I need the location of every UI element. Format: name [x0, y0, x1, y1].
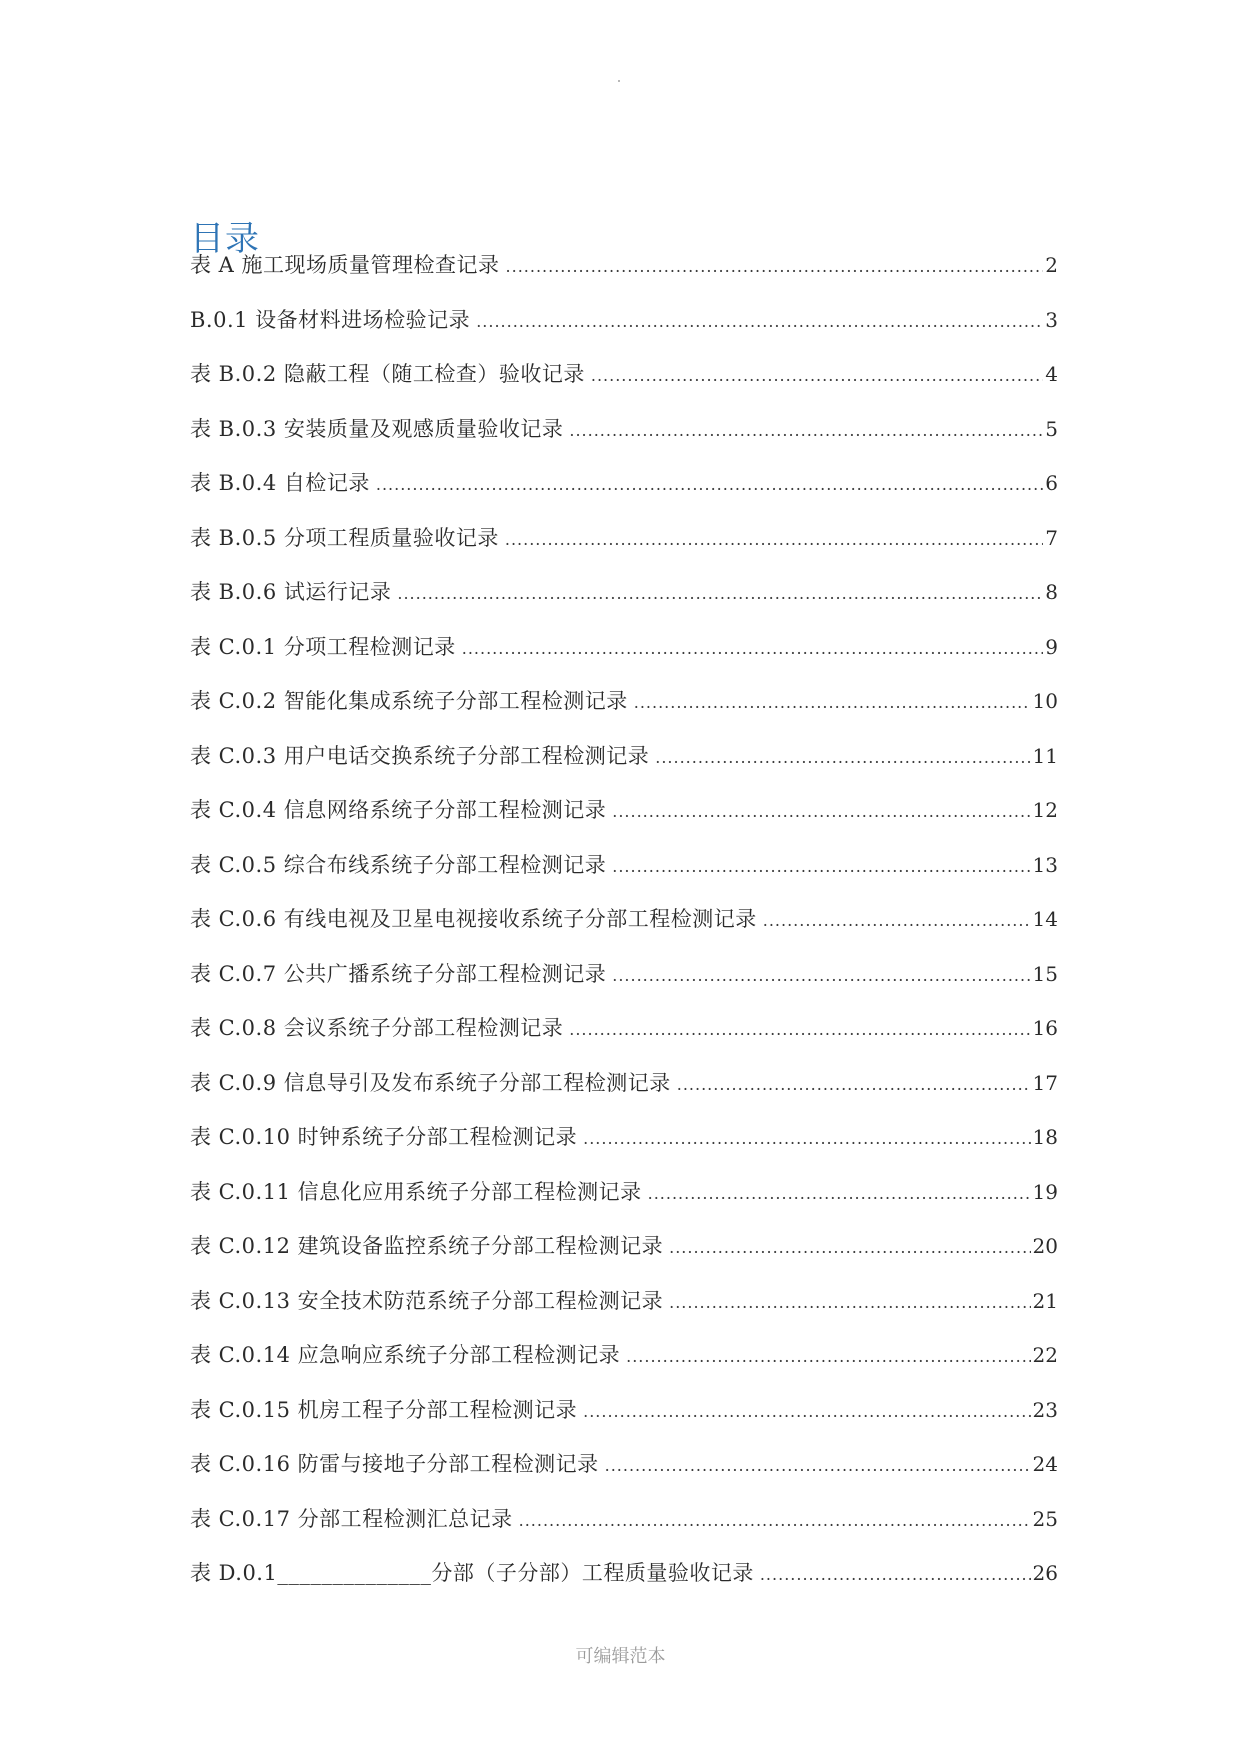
toc-entry-page-number[interactable]: 22	[1032, 1343, 1058, 1367]
toc-dot-leader	[476, 307, 1043, 337]
toc-entry-page-number[interactable]: 20	[1032, 1234, 1058, 1258]
toc-entry-label[interactable]: 表 B.0.2 隐蔽工程（随工检查）验收记录	[190, 362, 585, 386]
toc-entry-page-number[interactable]: 8	[1045, 580, 1058, 604]
toc-dot-leader	[648, 1179, 1031, 1209]
toc-entry-page-number[interactable]: 3	[1045, 307, 1058, 332]
toc-entry-page-number[interactable]: 17	[1032, 1070, 1058, 1095]
toc-entry-label[interactable]: 表 B.0.4 自检记录	[190, 471, 370, 495]
toc-entry-label[interactable]: 表 C.0.15 机房工程子分部工程检测记录	[190, 1397, 578, 1422]
toc-entry[interactable]	[190, 1013, 1058, 1068]
toc-dot-leader	[677, 1070, 1031, 1100]
toc-entry-page-number[interactable]: 18	[1032, 1125, 1058, 1149]
toc-entry[interactable]	[190, 959, 1058, 1014]
toc-entry[interactable]	[190, 741, 1058, 796]
toc-entry[interactable]	[190, 1177, 1058, 1232]
toc-entry[interactable]	[190, 1504, 1058, 1559]
toc-entry[interactable]	[190, 1122, 1058, 1177]
toc-entry-label[interactable]: 表 C.0.6 有线电视及卫星电视接收系统子分部工程检测记录	[190, 907, 757, 931]
toc-entry[interactable]	[190, 1231, 1058, 1286]
toc-entry[interactable]	[190, 1449, 1058, 1504]
toc-entry-label[interactable]: 表 D.0.1______________分部（子分部）工程质量验收记录	[190, 1561, 754, 1585]
toc-dot-leader	[506, 252, 1044, 282]
toc-entry[interactable]	[190, 1558, 1058, 1613]
toc-entry-page-number[interactable]: 15	[1032, 961, 1058, 986]
toc-entry[interactable]	[190, 305, 1058, 360]
toc-entry-page-number[interactable]: 4	[1045, 362, 1058, 386]
toc-entry[interactable]	[190, 250, 1058, 305]
toc-entry-label[interactable]: 表 C.0.14 应急响应系统子分部工程检测记录	[190, 1343, 621, 1367]
toc-dot-leader	[669, 1233, 1030, 1263]
toc-entry-label[interactable]: 表 B.0.6 试运行记录	[190, 580, 392, 604]
toc-dot-leader	[376, 470, 1043, 500]
toc-entry-label[interactable]: 表 C.0.8 会议系统子分部工程检测记录	[190, 1016, 564, 1040]
toc-entry[interactable]	[190, 904, 1058, 959]
toc-entry[interactable]	[190, 686, 1058, 741]
toc-entry-page-number[interactable]: 9	[1045, 634, 1058, 659]
toc-dot-leader	[505, 525, 1043, 555]
toc-dot-leader	[397, 579, 1043, 609]
toc-entry-label[interactable]: 表 A 施工现场质量管理检查记录	[190, 253, 500, 277]
toc-entry-label[interactable]: 表 C.0.13 安全技术防范系统子分部工程检测记录	[190, 1288, 664, 1313]
toc-dot-leader	[569, 1015, 1030, 1045]
toc-entry-label[interactable]: 表 C.0.1 分项工程检测记录	[190, 634, 456, 659]
header-dot	[618, 80, 620, 82]
toc-dot-leader	[612, 797, 1030, 827]
toc-entry-page-number[interactable]: 2	[1045, 253, 1058, 277]
toc-title: 目录	[190, 218, 260, 259]
toc-entry-label[interactable]: 表 C.0.4 信息网络系统子分部工程检测记录	[190, 798, 607, 822]
toc-entry[interactable]	[190, 523, 1058, 578]
toc-entry-page-number[interactable]: 7	[1045, 525, 1058, 550]
toc-entry[interactable]	[190, 1286, 1058, 1341]
toc-dot-leader	[760, 1560, 1031, 1590]
toc-dot-leader	[669, 1288, 1030, 1318]
toc-entry-label[interactable]: 表 C.0.3 用户电话交换系统子分部工程检测记录	[190, 743, 650, 768]
toc-dot-leader	[569, 416, 1043, 446]
toc-entry[interactable]	[190, 632, 1058, 687]
toc-dot-leader	[519, 1506, 1031, 1536]
toc-entry-label[interactable]: 表 B.0.5 分项工程质量验收记录	[190, 525, 499, 550]
toc-entry-label[interactable]: 表 C.0.10 时钟系统子分部工程检测记录	[190, 1125, 578, 1149]
toc-dot-leader	[612, 961, 1030, 991]
toc-entry-label[interactable]: 表 C.0.12 建筑设备监控系统子分部工程检测记录	[190, 1234, 664, 1258]
toc-entry[interactable]	[190, 468, 1058, 523]
toc-entry-page-number[interactable]: 16	[1032, 1016, 1058, 1040]
toc-dot-leader	[626, 1342, 1030, 1372]
toc-entry-page-number[interactable]: 10	[1032, 689, 1058, 713]
toc-entry[interactable]	[190, 850, 1058, 905]
toc-entry[interactable]	[190, 577, 1058, 632]
toc-entry-label[interactable]: B.0.1 设备材料进场检验记录	[190, 307, 471, 332]
toc-dot-leader	[583, 1124, 1030, 1154]
toc-entry-label[interactable]: 表 C.0.16 防雷与接地子分部工程检测记录	[190, 1452, 599, 1476]
toc-entry[interactable]	[190, 1068, 1058, 1123]
toc-dot-leader	[462, 634, 1044, 664]
toc-entry-page-number[interactable]: 23	[1032, 1397, 1058, 1422]
toc-entry-label[interactable]: 表 C.0.7 公共广播系统子分部工程检测记录	[190, 961, 607, 986]
toc-entry-page-number[interactable]: 14	[1032, 907, 1058, 931]
toc-entry-label[interactable]: 表 C.0.17 分部工程检测汇总记录	[190, 1506, 513, 1531]
toc-entry-page-number[interactable]: 24	[1032, 1452, 1058, 1476]
toc-dot-leader	[583, 1397, 1030, 1427]
toc-entry-page-number[interactable]: 19	[1032, 1179, 1058, 1204]
toc-entry-page-number[interactable]: 26	[1032, 1561, 1058, 1585]
toc-entry-page-number[interactable]: 25	[1032, 1506, 1058, 1531]
toc-dot-leader	[655, 743, 1030, 773]
toc-dot-leader	[591, 361, 1043, 391]
toc-entry-page-number[interactable]: 5	[1045, 416, 1058, 441]
toc-entry-label[interactable]: 表 C.0.2 智能化集成系统子分部工程检测记录	[190, 689, 628, 713]
toc-dot-leader	[634, 688, 1031, 718]
toc-entry[interactable]	[190, 359, 1058, 414]
toc-entry-label[interactable]: 表 C.0.9 信息导引及发布系统子分部工程检测记录	[190, 1070, 671, 1095]
toc-entry-page-number[interactable]: 12	[1032, 798, 1058, 822]
footer-text: 可编辑范本	[575, 1646, 666, 1667]
toc-entry[interactable]	[190, 414, 1058, 469]
toc-entry-page-number[interactable]: 13	[1032, 852, 1058, 877]
toc-list	[190, 250, 1058, 1613]
toc-dot-leader	[612, 852, 1030, 882]
toc-entry-page-number[interactable]: 6	[1045, 471, 1058, 495]
toc-entry[interactable]	[190, 795, 1058, 850]
toc-entry-label[interactable]: 表 C.0.5 综合布线系统子分部工程检测记录	[190, 852, 607, 877]
toc-entry-label[interactable]: 表 C.0.11 信息化应用系统子分部工程检测记录	[190, 1179, 642, 1204]
toc-entry[interactable]	[190, 1395, 1058, 1450]
toc-entry-page-number[interactable]: 11	[1032, 743, 1058, 768]
toc-entry-page-number[interactable]: 21	[1032, 1288, 1058, 1313]
toc-dot-leader	[763, 906, 1031, 936]
toc-entry-label[interactable]: 表 B.0.3 安装质量及观感质量验收记录	[190, 416, 564, 441]
toc-dot-leader	[605, 1451, 1031, 1481]
toc-entry[interactable]	[190, 1340, 1058, 1395]
